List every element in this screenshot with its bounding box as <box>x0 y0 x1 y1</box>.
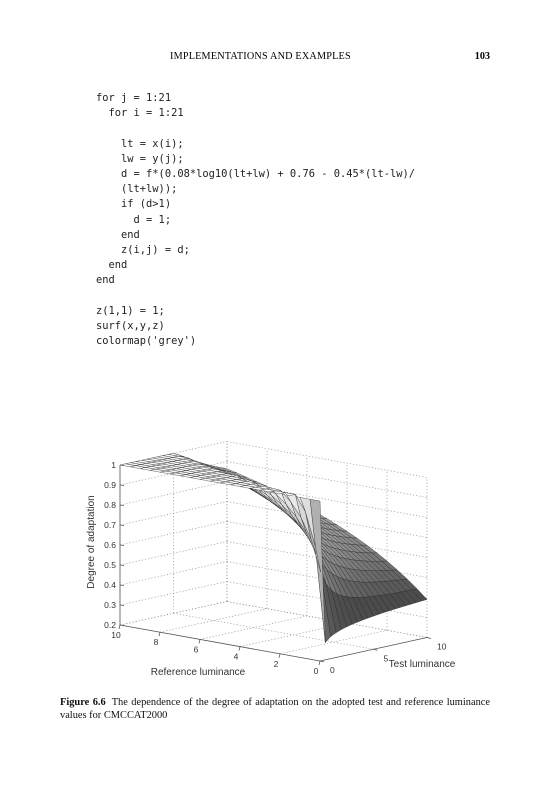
ref-tick <box>119 625 120 629</box>
reference-luminance-label: Reference luminance <box>150 667 246 678</box>
matlab-code-listing <box>96 91 415 349</box>
ref-tick-label: 10 <box>111 630 121 640</box>
ref-tick-label: 8 <box>153 637 159 648</box>
z-tick <box>120 525 124 526</box>
test-tick-label: 5 <box>383 653 389 664</box>
page-number: 103 <box>474 51 490 62</box>
test-luminance-label: Test luminance <box>388 659 456 670</box>
code-line <box>96 288 415 303</box>
z-tick <box>120 545 124 546</box>
ref-tick <box>159 632 160 636</box>
surface-figure <box>80 392 500 682</box>
test-tick <box>427 638 431 639</box>
grid-line <box>160 609 267 633</box>
z-tick <box>120 625 124 626</box>
ref-tick <box>199 639 200 643</box>
z-tick <box>120 585 124 586</box>
surface-mesh <box>120 453 427 642</box>
ref-tick <box>319 661 320 665</box>
ref-tick <box>279 654 280 658</box>
ref-tick-label: 6 <box>193 644 199 655</box>
code-line: for i = 1:21 <box>96 107 184 120</box>
axes-back <box>120 442 427 662</box>
code-line: end <box>96 274 115 287</box>
test-tick-label: 10 <box>437 641 447 652</box>
test-tick <box>374 649 378 650</box>
z-tick-label: 0.5 <box>104 560 116 570</box>
z-tick-label: 0.8 <box>104 500 116 510</box>
code-line: end <box>96 259 128 272</box>
z-tick <box>120 565 124 566</box>
code-line: end <box>96 228 140 241</box>
z-tick-label: 0.3 <box>104 600 116 610</box>
figure-label: Figure 6.6 <box>60 697 106 708</box>
z-axis-label: Degree of adaptation <box>86 495 97 589</box>
figure-caption <box>60 696 490 722</box>
grid-line <box>227 442 427 478</box>
z-tick-label: 0.6 <box>104 540 116 550</box>
code-line: colormap('grey') <box>96 335 197 347</box>
code-line: d = f*(0.08*log10(lt+lw) + 0.76 - 0.45*(lt-lw)/ <box>96 167 416 180</box>
z-tick-label: 0.7 <box>104 520 116 530</box>
z-tick-label: 0.9 <box>104 480 116 490</box>
code-line: for j = 1:21 <box>96 92 172 104</box>
code-line: surf(x,y,z) <box>96 319 165 332</box>
ref-tick-label: 0 <box>313 666 319 676</box>
running-title: IMPLEMENTATIONS AND EXAMPLES <box>170 51 351 62</box>
z-tick <box>120 505 124 506</box>
code-line: lt = x(i); <box>96 137 184 150</box>
code-line: if (d>1) <box>96 198 172 211</box>
z-tick <box>120 605 124 606</box>
grid-line <box>200 616 307 640</box>
z-tick-label: 0.4 <box>104 580 116 590</box>
test-tick-label: 0 <box>330 665 335 675</box>
ref-tick <box>239 647 240 651</box>
test-tick <box>320 661 324 662</box>
z-tick <box>120 485 124 486</box>
ref-tick-label: 4 <box>233 651 239 662</box>
code-line: d = 1; <box>96 213 172 226</box>
code-line: z(i,j) = d; <box>96 243 190 256</box>
code-line: (lt+lw)); <box>96 183 178 196</box>
z-tick-label: 0.2 <box>104 620 116 630</box>
running-header <box>60 51 490 67</box>
code-line: lw = y(j); <box>96 152 184 165</box>
axis-line <box>120 625 320 661</box>
code-line <box>96 121 415 136</box>
caption-text: The dependence of the degree of adaptation on the adopted test and reference luminance values for CMCCAT2000 <box>60 697 490 721</box>
code-line: z(1,1) = 1; <box>96 304 165 317</box>
z-tick <box>120 465 124 466</box>
z-tick-label: 1 <box>111 460 116 470</box>
ref-tick-label: 2 <box>273 658 279 669</box>
surface-plot <box>80 392 500 682</box>
